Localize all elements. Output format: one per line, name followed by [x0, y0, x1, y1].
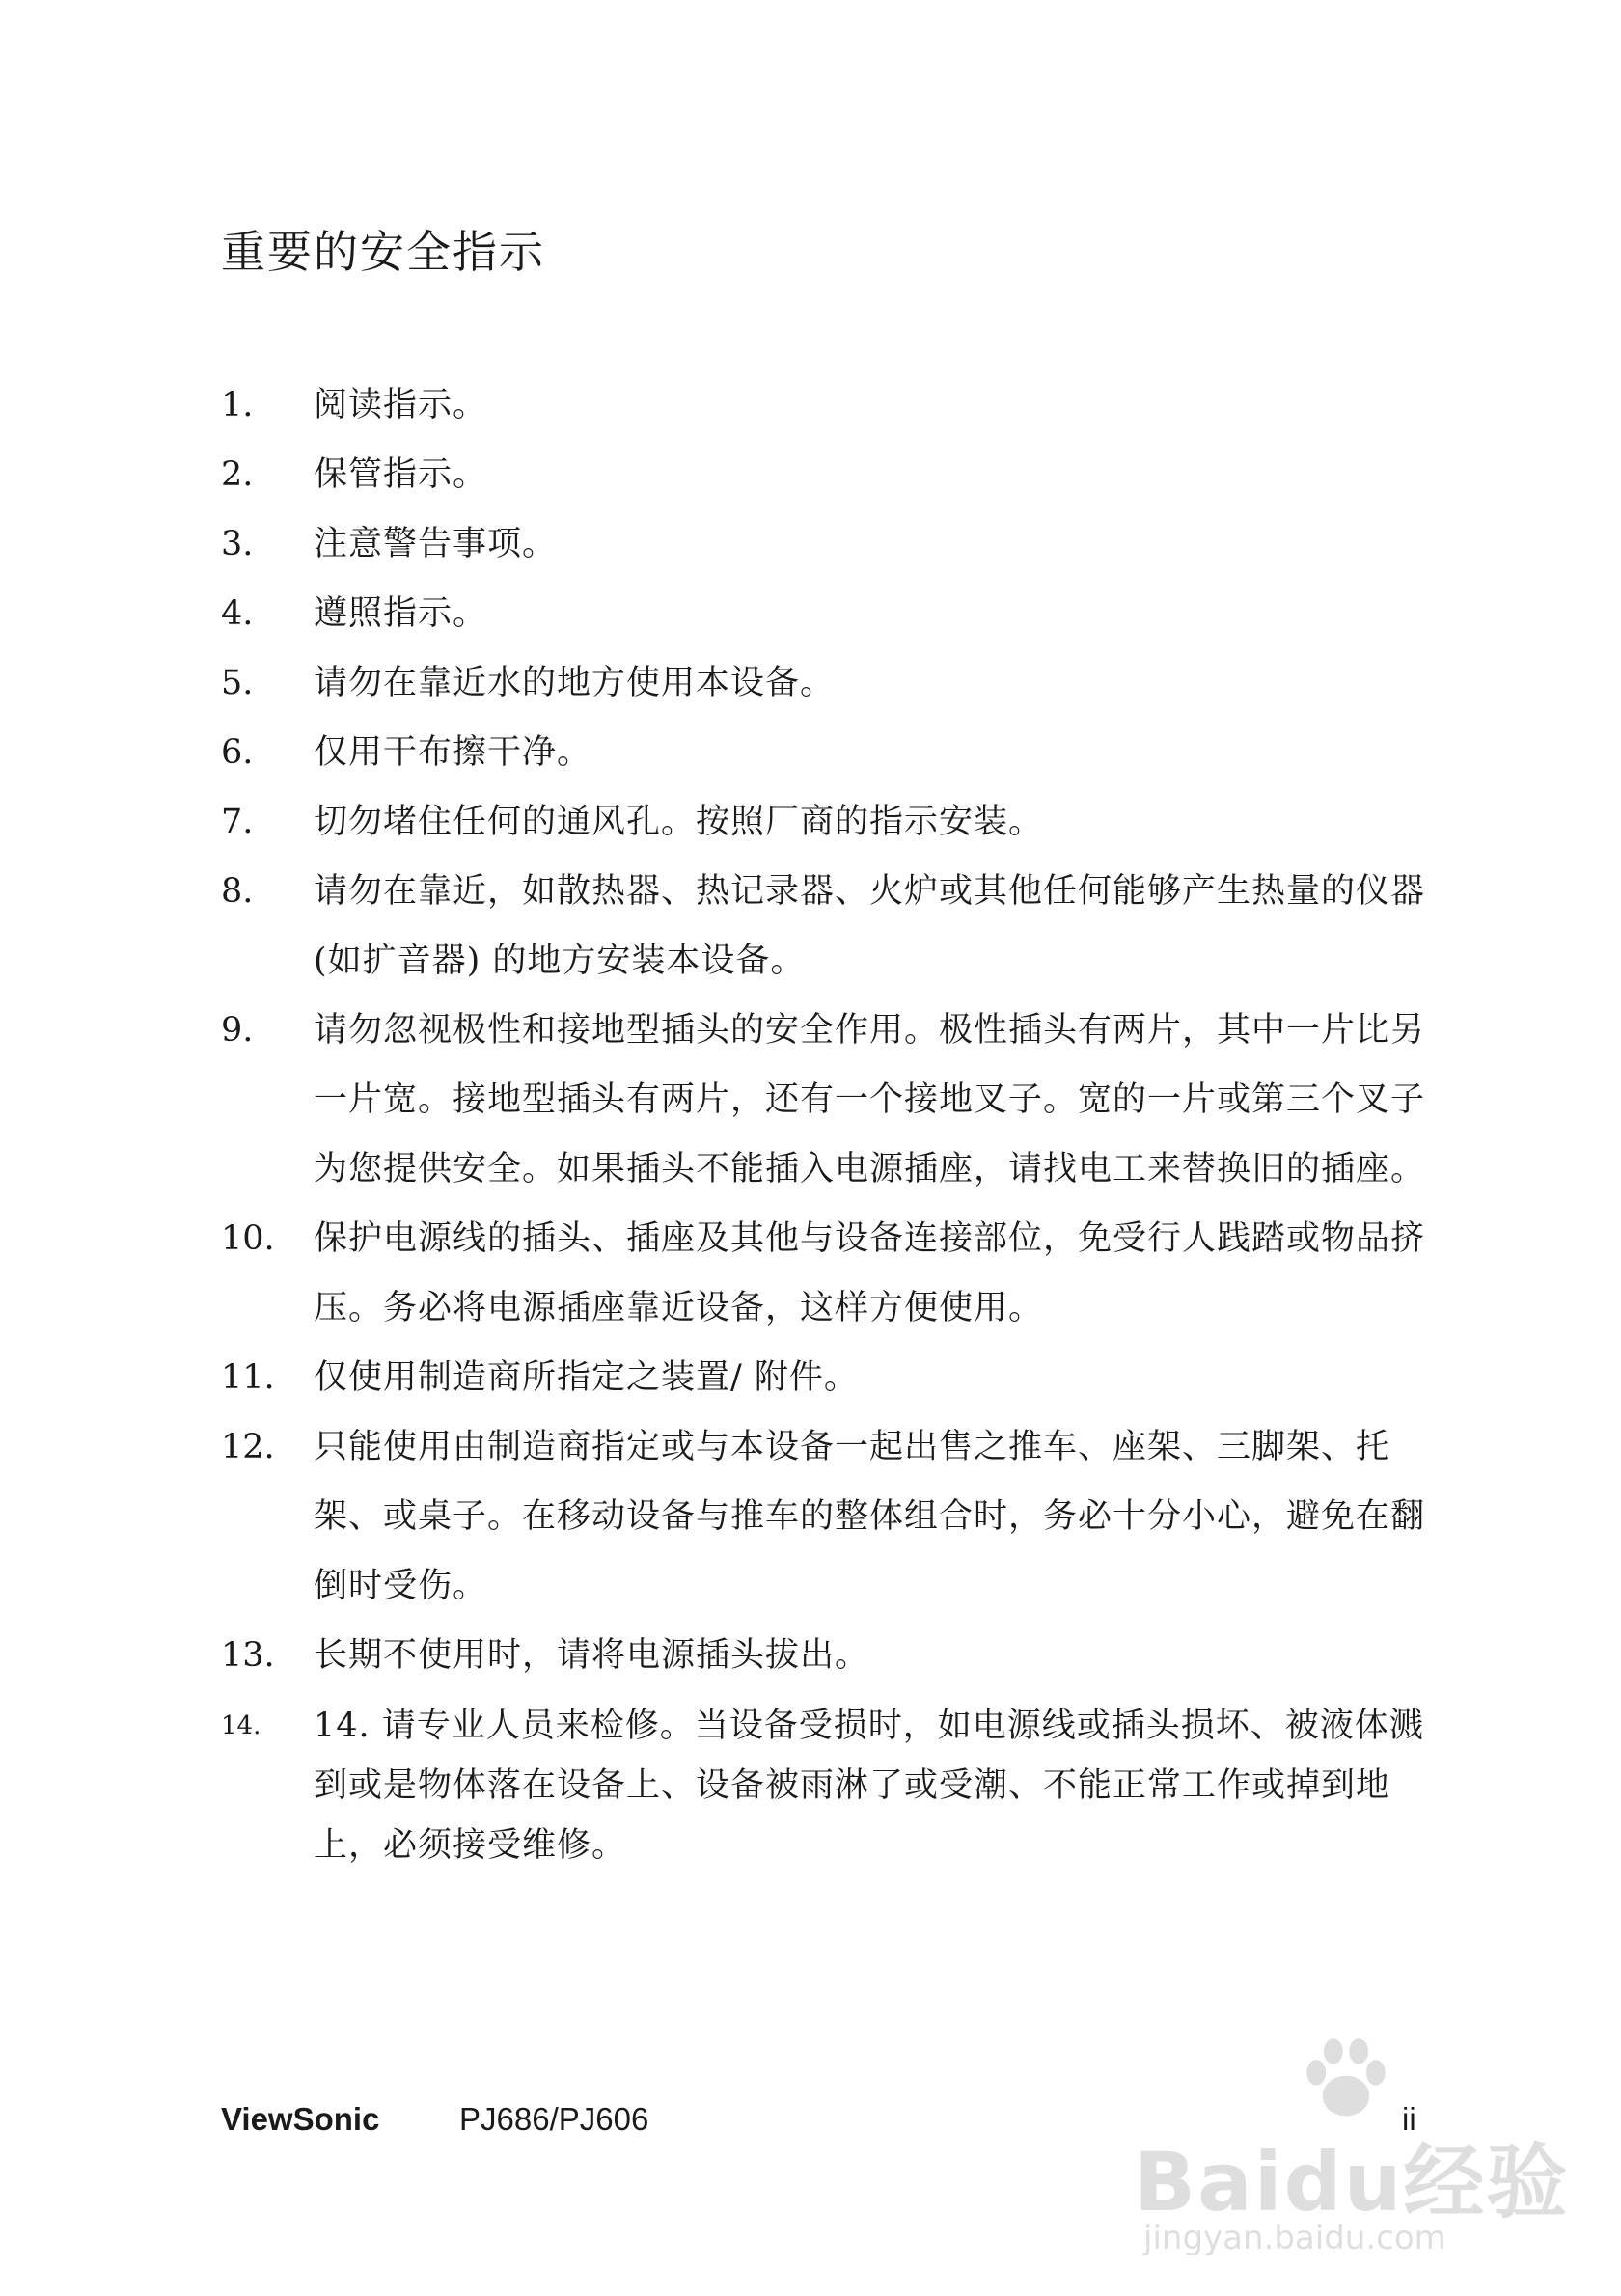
list-item [221, 857, 1427, 996]
page-title: 重要的安全指示 [221, 226, 545, 278]
list-item [221, 1696, 1427, 1875]
item-number: 6. [221, 733, 254, 772]
item-text: 请勿忽视极性和接地型插头的安全作用。极性插头有两片，其中一片比另一片宽。接地型插头有两片，还有一个接地叉子。宽的一片或第三个叉子为您提供安全。如果插头不能插入电源插座，请找电工来替换旧的插座。 [314, 1011, 1426, 1189]
item-number: 14. [221, 1711, 261, 1740]
item-text: 请勿在靠近，如散热器、热记录器、火炉或其他任何能够产生热量的仪器(如扩音器) 的地方安装本设备。 [314, 872, 1426, 980]
item-number: 12. [221, 1428, 275, 1466]
list-item [221, 1621, 1427, 1690]
footer-brand: ViewSonic [221, 2101, 380, 2137]
item-number: 2. [221, 455, 254, 494]
item-number: 4. [221, 594, 254, 633]
item-text: 14. 请专业人员来检修。当设备受损时，如电源线或插头损坏、被液体溅到或是物体落在设备上、设备被雨淋了或受潮、不能正常工作或掉到地上，必须接受维修。 [314, 1707, 1424, 1865]
item-number: 1. [221, 386, 254, 424]
item-number: 13. [221, 1636, 275, 1675]
item-text: 保护电源线的插头、插座及其他与设备连接部位，免受行人践踏或物品挤压。务必将电源插座靠近设备，这样方便使用。 [314, 1219, 1426, 1327]
watermark-logo-text: Baidu经验 [1134, 2135, 1570, 2229]
watermark-url: jingyan.baidu.com [1143, 2219, 1446, 2257]
item-text: 长期不使用时，请将电源插头拔出。 [314, 1636, 870, 1675]
item-number: 3. [221, 525, 254, 563]
item-text: 仅用干布擦干净。 [314, 733, 592, 772]
list-item [221, 1204, 1427, 1343]
item-number: 10. [221, 1219, 275, 1258]
list-item [221, 1343, 1427, 1412]
list-item [221, 996, 1427, 1204]
footer-model: PJ686/PJ606 [459, 2101, 649, 2137]
paw-icon [1293, 2026, 1399, 2132]
item-text: 阅读指示。 [314, 386, 488, 424]
list-item [221, 718, 1427, 787]
item-text: 只能使用由制造商指定或与本设备一起出售之推车、座架、三脚架、托架、或桌子。在移动设备与推车的整体组合时，务必十分小心，避免在翻倒时受伤。 [314, 1428, 1426, 1605]
list-item [221, 440, 1427, 509]
list-item [221, 509, 1427, 579]
item-number: 9. [221, 1011, 254, 1050]
list-item [221, 579, 1427, 648]
list-item [221, 648, 1427, 718]
item-text: 仅使用制造商所指定之装置/ 附件。 [314, 1358, 859, 1397]
item-number: 8. [221, 872, 254, 911]
instruction-list [221, 370, 1427, 1875]
item-number: 5. [221, 664, 254, 702]
baidu-watermark [1134, 2026, 1570, 2257]
item-text: 保管指示。 [314, 455, 488, 494]
page-number: ii [1402, 2101, 1416, 2137]
item-text: 切勿堵住任何的通风孔。按照厂商的指示安装。 [314, 803, 1044, 841]
list-item [221, 1412, 1427, 1621]
item-text: 请勿在靠近水的地方使用本设备。 [314, 664, 836, 702]
item-number: 11. [221, 1358, 275, 1397]
item-text: 遵照指示。 [314, 594, 488, 633]
item-number: 7. [221, 803, 254, 841]
list-item [221, 370, 1427, 440]
item-text: 注意警告事项。 [314, 525, 558, 563]
list-item [221, 787, 1427, 857]
